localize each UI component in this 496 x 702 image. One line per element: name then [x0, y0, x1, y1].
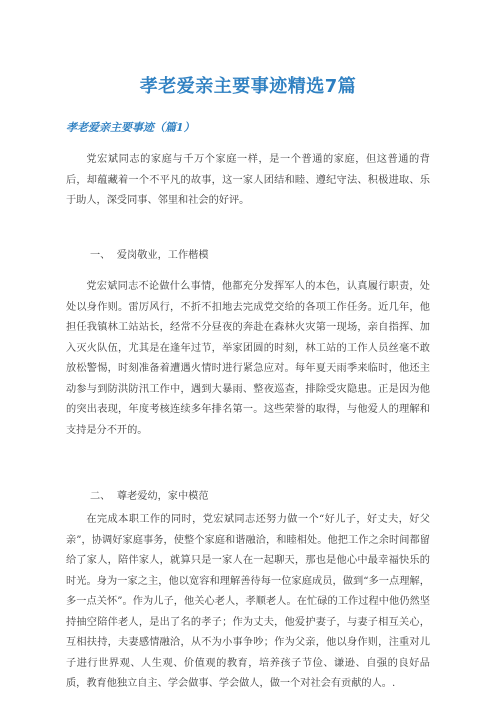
section-title: 孝老爱亲主要事迹（篇1） — [66, 121, 195, 134]
subheading-work: 一、 爱岗敬业，工作楷模 — [90, 250, 209, 261]
paragraph-text: 在完成本职工作的同时，党宏斌同志还努力做一个“好儿子，好丈夫，好父亲”，协调好家庭事务，使整个家庭和谐融洽，和睦相处。他把工作之余时间都留给了家人，陪伴家人，就算只是一家人在一起聊天，那也是他心中最幸福快乐的时光。身为一家之主，他以宽容和理解善待每一位家庭成员，做到“多一点理解，多一点关怀”。作为儿子，他关心老人，孝顺老人。在忙碌的工作过程中他仍然坚持抽空陪伴老人，是出了名的孝子；作为丈夫，他爱护妻子，与妻子相互关心，互相扶持，夫妻感情融洽，从不为小事争吵；作为父亲，他以身作则，注重对儿子进行世界观、人生观、价值观的教育，培养孩子节俭、谦逊、自强的良好品质，教育他独立自主、学会做事、学会做人，做一个对社会有贡献的人。. — [66, 514, 430, 689]
paragraph-intro — [66, 150, 430, 212]
paragraph-text: 党宏斌同志不论做什么事情，他都充分发挥军人的本色，认真履行职责，处处以身作则。雷厉风行，不折不扣地去完成党交给的各项工作任务。近几年，他担任我镇林工站站长，经常不分昼夜的奔赴在森林火灾第一现场，亲自指挥、加入灭火队伍，尤其是在逢年过节，举家团圆的时刻，林工站的工作人员丝毫不敢放松警惕，时刻准备着遭遇火情时进行紧急应对。每年夏天雨季来临时，他还主动参与到防洪防汛工作中，遇到大暴雨、整夜巡查，排除受灾隐患。正是因为他的突出表现，年度考核连续多年排名第一。这些荣誉的取得，与他爱人的理解和支持是分不开的。 — [66, 281, 430, 436]
page-title: 孝老爱亲主要事迹精选7篇 — [139, 76, 357, 97]
paragraph-work — [66, 277, 430, 441]
paragraph-family — [66, 510, 430, 695]
paragraph-text: 党宏斌同志的家庭与千万个家庭一样，是一个普通的家庭，但这普通的背后，却蕴藏着一个不平凡的故事，这一家人团结和睦、遵纪守法、积极进取、乐于助人，深受同事、邻里和社会的好评。 — [66, 154, 430, 206]
subheading-family: 二、 尊老爱幼，家中模范 — [90, 491, 209, 502]
